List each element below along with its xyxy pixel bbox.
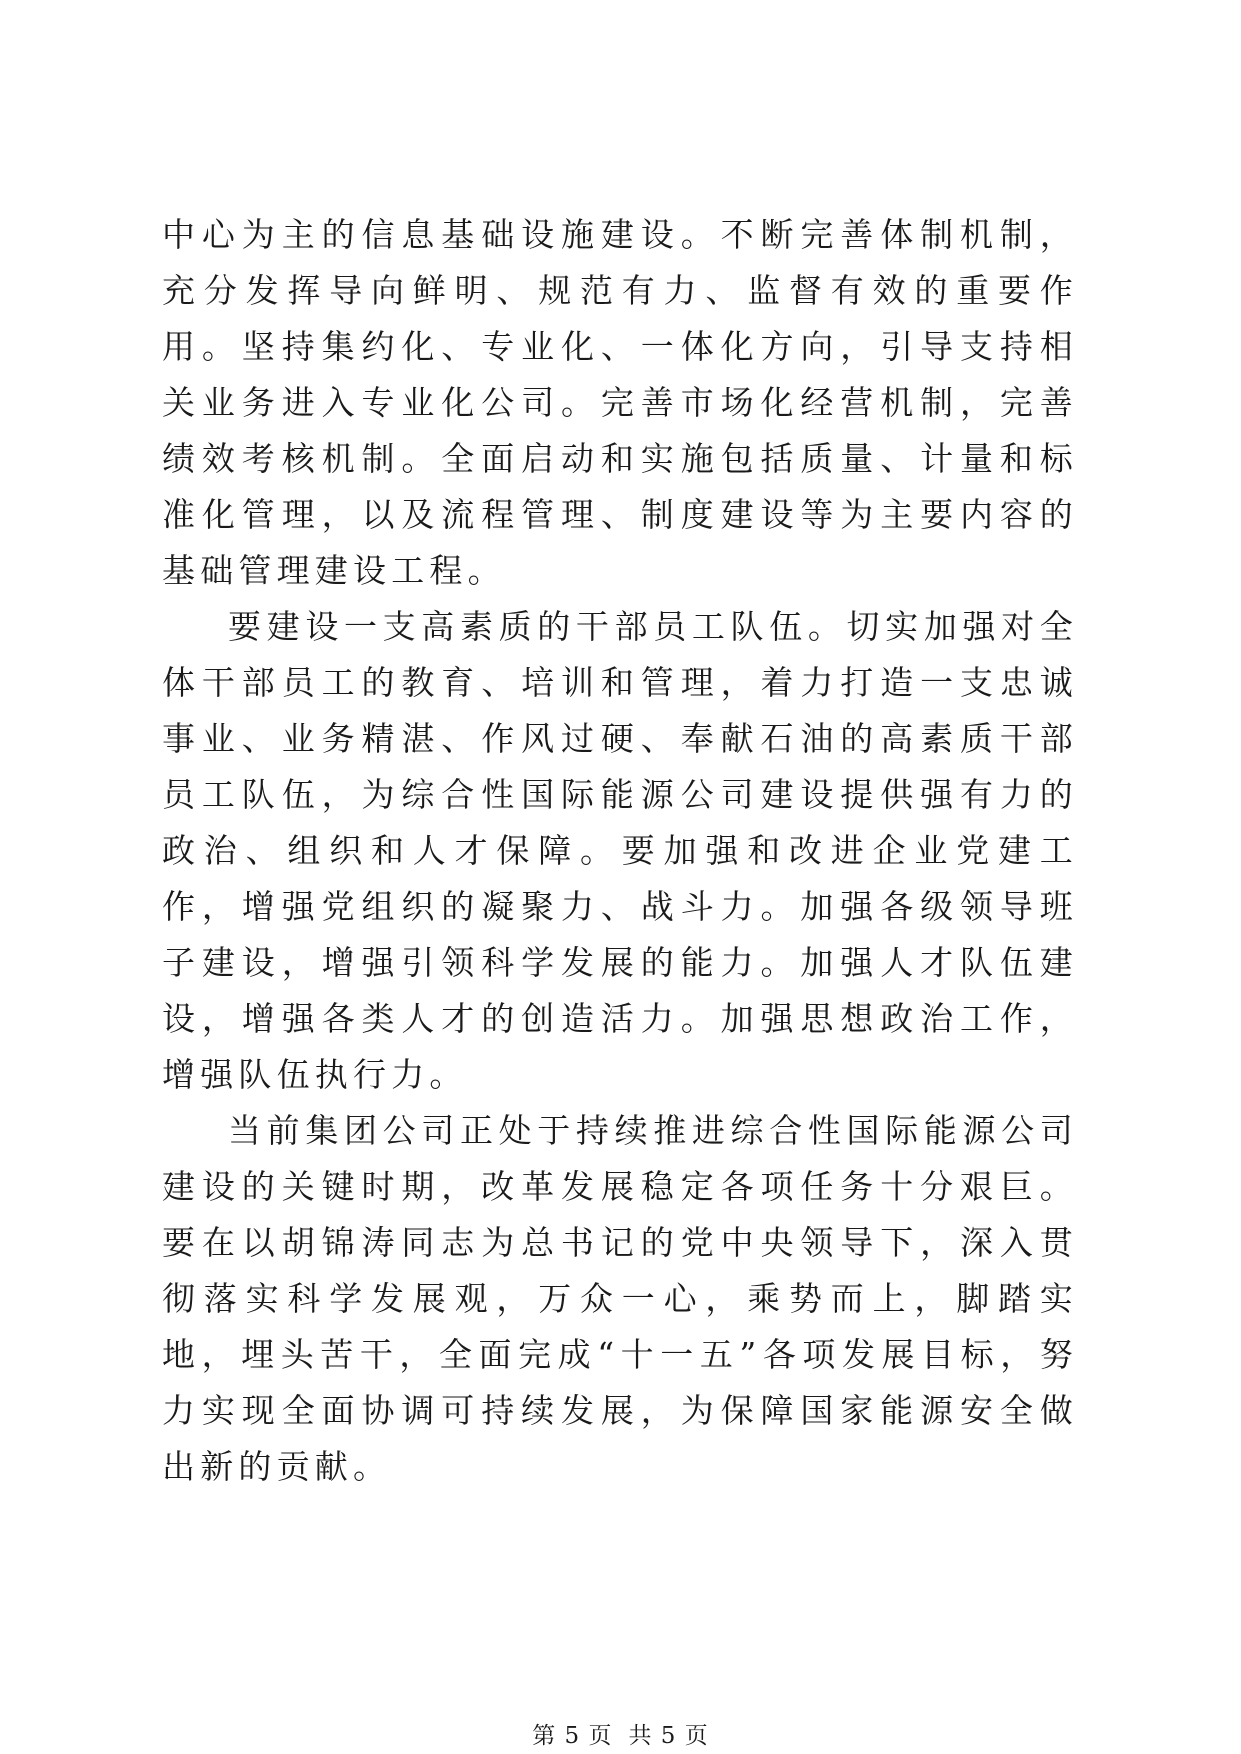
paragraph-1: 中心为主的信息基础设施建设。不断完善体制机制，充分发挥导向鲜明、规范有力、监督有效的重要作用。坚持集约化、专业化、一体化方向，引导支持相关业务进入专业化公司。完善市场化经营机制，完善绩效考核机制。全面启动和实施包括质量、计量和标准化管理，以及流程管理、制度建设等为主要内容的基础管理建设工程。 — [162, 215, 1078, 590]
paragraph-3: 当前集团公司正处于持续推进综合性国际能源公司建设的关键时期，改革发展稳定各项任务十分艰巨。要在以胡锦涛同志为总书记的党中央领导下，深入贯彻落实科学发展观，万众一心，乘势而上，脚踏实地，埋头苦干，全面完成“十一五”各项发展目标，努力实现全面协调可持续发展，为保障国家能源安全做出新的贡献。 — [162, 1111, 1078, 1486]
page-number-total: 共 5 页 — [628, 1723, 709, 1749]
page-footer — [0, 1722, 1241, 1750]
paragraph-2: 要建设一支高素质的干部员工队伍。切实加强对全体干部员工的教育、培训和管理，着力打造一支忠诚事业、业务精湛、作风过硬、奉献石油的高素质干部员工队伍，为综合性国际能源公司建设提供强有力的政治、组织和人才保障。要加强和改进企业党建工作，增强党组织的凝聚力、战斗力。加强各级领导班子建设，增强引领科学发展的能力。加强人才队伍建设，增强各类人才的创造活力。加强思想政治工作，增强队伍执行力。 — [162, 607, 1078, 1094]
document-body — [162, 207, 1078, 1495]
page-number-current: 第 5 页 — [532, 1723, 613, 1749]
